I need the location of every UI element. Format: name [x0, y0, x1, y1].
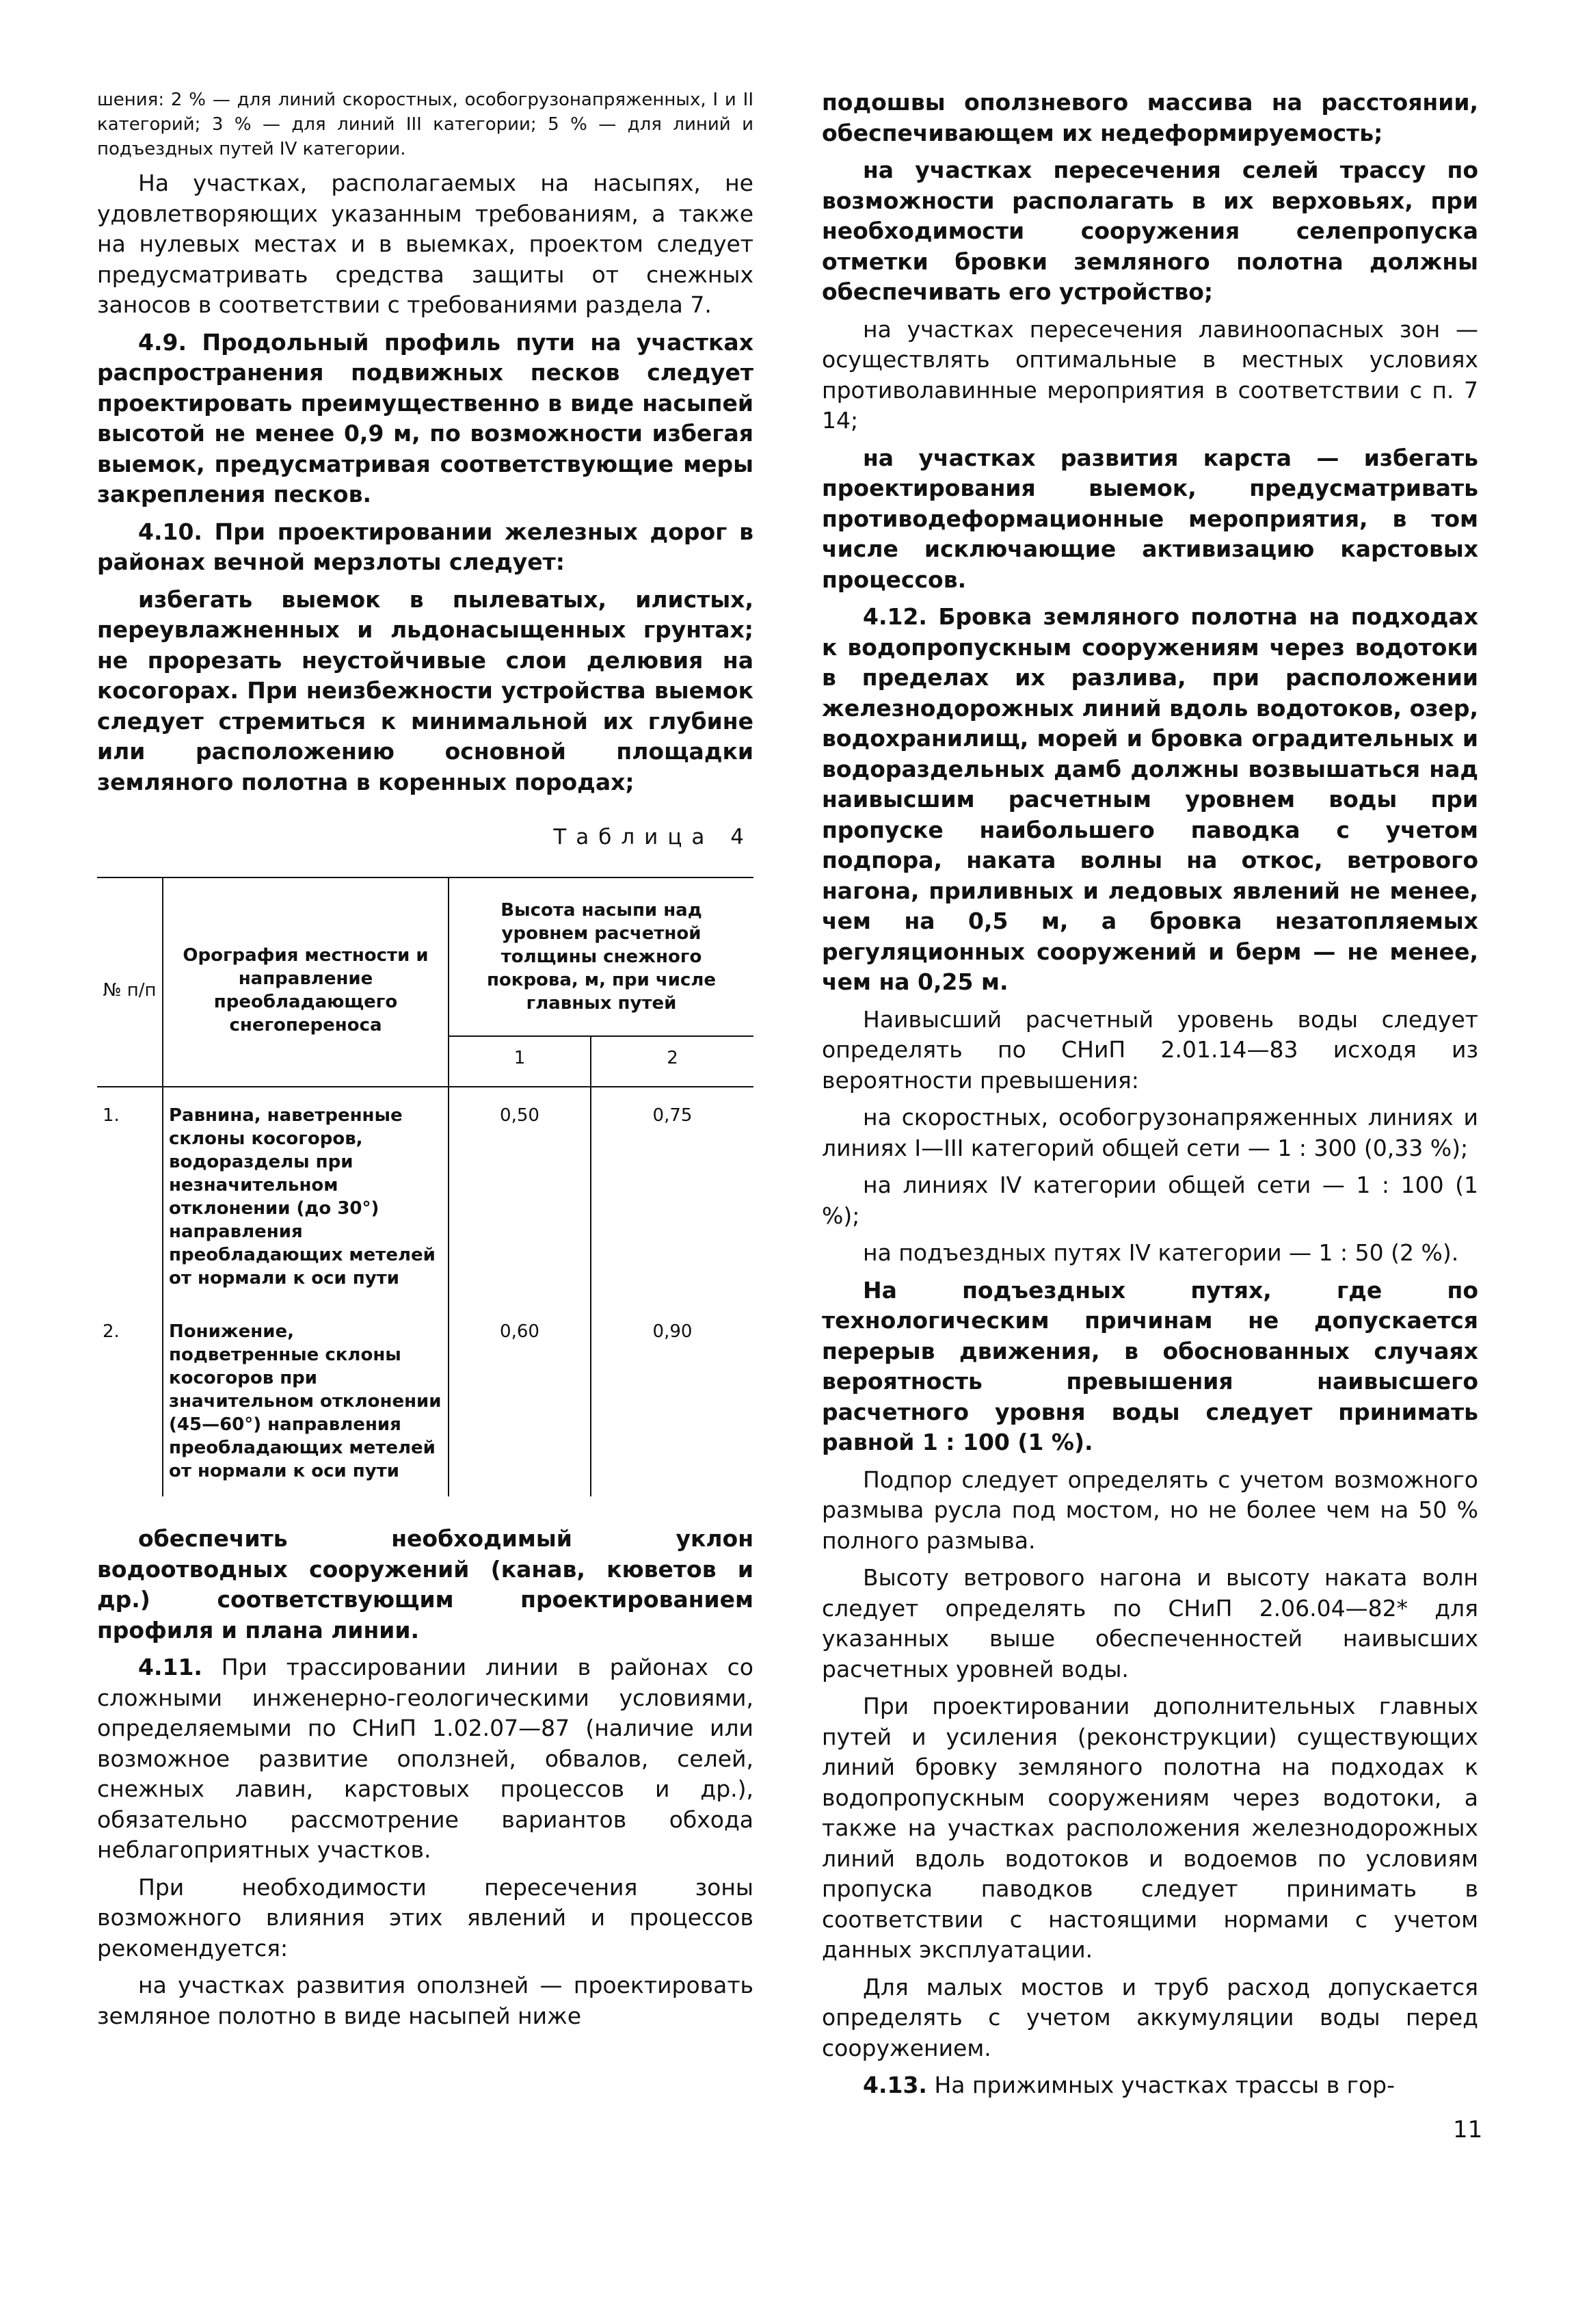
table-row [97, 1304, 753, 1496]
header-tracks-2: 2 [591, 1036, 753, 1087]
paragraph: на участках пересечения селей трассу по возможности располагать в их верховьях, при необходимости сооружения селепропуска отметки бровки земляного полотна должны обеспечивать его устройство; [822, 157, 1478, 305]
section-number: 4.11. [138, 1654, 202, 1680]
paragraph-text: На прижимных участках трассы в гор- [926, 2072, 1396, 2098]
paragraph: При проектировании дополнительных главных путей и усиления (реконструкции) существующих линий бровку земляного полотна на подходах к водопропускным сооружениям через водотоки, а также на участках расположения железнодорожных линий вдоль водотоков и водоемов по условиям пропуска паводков следует принимать в соответствии с настоящими нормами с учетом данных эксплуатации. [822, 1693, 1478, 1963]
header-num: № п/п [97, 877, 163, 1087]
paragraph: Для малых мостов и труб расход допускается определять с учетом аккумуляции воды перед сооружением. [822, 1973, 1478, 2061]
left-column [97, 88, 753, 2038]
paragraph: подошвы оползневого массива на расстоянии, обеспечивающем их недеформируемость; [822, 89, 1478, 146]
row-value-1: 0,50 [449, 1087, 591, 1304]
paragraph: Подпор следует определять с учетом возможного размыва русла под мостом, но не более чем на 50 % полного размыва. [822, 1466, 1478, 1554]
header-height: Высота насыпи над уровнем расчетной толщины снежного покрова, м, при числе главных путей [449, 877, 753, 1036]
paragraph: шения: 2 % — для линий скоростных, особогрузонапряженных, I и II категорий; 3 % — для линий III категории; 5 % — для линий и подъездных путей IV категории. [97, 90, 753, 159]
paragraph: на скоростных, особогрузонапряженных линиях и линиях I—III категорий общей сети — 1 : 300 (0,33 %); [822, 1104, 1478, 1161]
section-number: 4.13. [863, 2072, 927, 2098]
paragraph-4-10 [97, 517, 753, 578]
table-row [97, 1087, 753, 1304]
paragraph: на участках пересечения лавиноопасных зон — осуществлять оптимальные в местных условиях противолавинные мероприятия в соответствии с п. 7 14; [822, 315, 1478, 434]
row-number: 2. [97, 1304, 163, 1496]
paragraph: обеспечить необходимый уклон водоотводных сооружений (канав, кюветов и др.) соответствующим проектированием профиля и плана линии. [97, 1525, 753, 1643]
page-number: 11 [1453, 2116, 1483, 2143]
row-value-2: 0,75 [591, 1087, 753, 1304]
paragraph-4-9 [97, 328, 753, 510]
paragraph-4-12 [822, 602, 1478, 998]
paragraph: на участках развития карста — избегать проектирования выемок, предусматривать противодеформационные мероприятия, в том числе исключающие активизацию карстовых процессов. [822, 444, 1478, 593]
table-caption: Таблица 4 [553, 825, 753, 849]
paragraph: на подъездных путях IV категории — 1 : 50 (2 %). [863, 1239, 1459, 1266]
table-4 [97, 877, 753, 1496]
row-description: Равнина, наветренные склоны косогоров, водоразделы при незначительном отклонении (до 30°) направления преобладающих метелей от нормали к оси пути [163, 1087, 449, 1304]
paragraph: на участках развития оползней — проектировать земляное полотно в виде насыпей ниже [97, 1972, 753, 2029]
header-orography: Орография местности и направление преобладающего снегопереноса [163, 877, 449, 1087]
section-number: 4.12. [863, 603, 927, 630]
paragraph-text: Бровка земляного полотна на подходах к водопропускным сооружениям через водотоки в пределах их разлива, при расположении железнодорожных линий вдоль водотоков, озер, водохранилищ, морей и бровка оградительных и водораздельных дамб должны возвышаться над наивысшим расчетным уровнем воды при пропуске наибольшего паводка с учетом подпора, наката волны на откос, ветрового нагона, приливных и ледовых явлений не менее, чем на 0,5 м, а бровка незатопляемых регуляционных сооружений и берм — не менее, чем на 0,25 м. [822, 603, 1478, 995]
paragraph-4-13 [822, 2070, 1478, 2101]
paragraph: Наивысший расчетный уровень воды следует определять по СНиП 2.01.14—83 исходя из вероятности превышения: [822, 1005, 1478, 1094]
paragraph-4-11 [97, 1652, 753, 1866]
paragraph: На участках, располагаемых на насыпях, не удовлетворяющих указанным требованиям, а также на нулевых местах и в выемках, проектом следует предусматривать средства защиты от снежных заносов в соответствии с требованиями раздела 7. [97, 170, 753, 318]
paragraph: избегать выемок в пылеватых, илистых, переувлажненных и льдонасыщенных грунтах; не прорезать неустойчивые слои делювия на косогорах. При неизбежности устройства выемок следует стремиться к минимальной их глубине или расположению основной площадки земляного полотна в коренных породах; [97, 585, 753, 795]
paragraph-text: При проектировании железных дорог в районах вечной мерзлоты следует: [97, 518, 753, 575]
row-number: 1. [97, 1087, 163, 1304]
paragraph-text: При трассировании линии в районах со сложными инженерно-геологическими условиями, определяемыми по СНиП 1.02.07—87 (наличие или возможное развитие оползней, обвалов, селей, снежных лавин, карстовых процессов и др.), обязательно рассмотрение вариантов обхода неблагоприятных участков. [97, 1654, 753, 1863]
paragraph: Высоту ветрового нагона и высоту наката волн следует определять по СНиП 2.06.04—82* для указанных выше обеспеченностей наивысших расчетных уровней воды. [822, 1564, 1478, 1682]
right-column [822, 88, 1478, 2108]
paragraph-text: Продольный профиль пути на участках распространения подвижных песков следует проектировать преимущественно в виде насыпей высотой не менее 0,9 м, по возможности избегая выемок, предусматривая соответствующие меры закрепления песков. [97, 328, 753, 507]
row-value-2: 0,90 [591, 1304, 753, 1496]
section-number: 4.10. [138, 518, 202, 545]
row-description: Понижение, подветренные склоны косогоров при значительном отклонении (45—60°) направления преобладающих метелей от нормали к оси пути [163, 1304, 449, 1496]
section-number: 4.9. [138, 328, 187, 356]
paragraph: на линиях IV категории общей сети — 1 : 100 (1 %); [822, 1172, 1478, 1229]
row-value-1: 0,60 [449, 1304, 591, 1496]
paragraph: На подъездных путях, где по технологическим причинам не допускается перерыв движения, в обоснованных случаях вероятность превышения наивысшего расчетного уровня воды следует принимать равной 1 : 100 (1 %). [822, 1276, 1478, 1455]
header-tracks-1: 1 [449, 1036, 591, 1087]
paragraph: При необходимости пересечения зоны возможного влияния этих явлений и процессов рекомендуется: [97, 1873, 753, 1962]
